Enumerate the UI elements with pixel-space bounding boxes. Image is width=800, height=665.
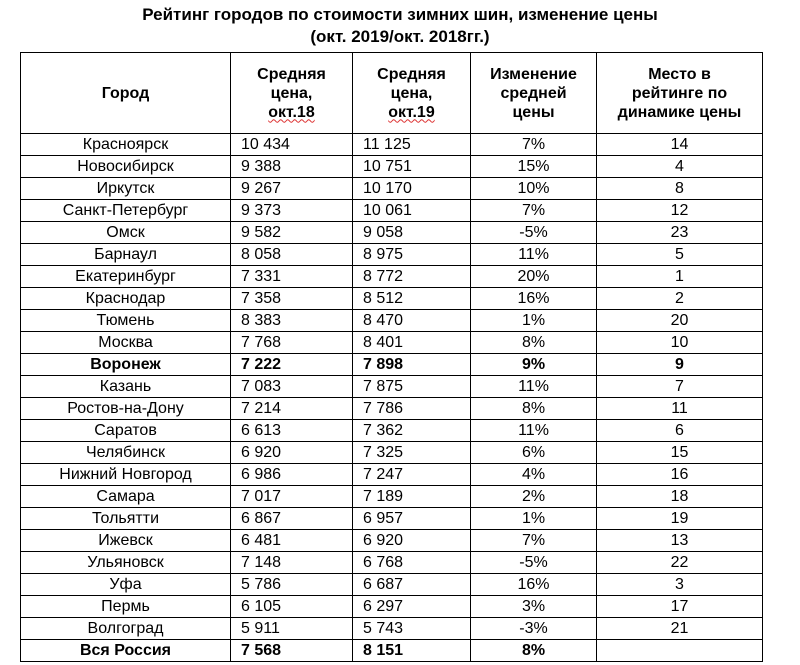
cell-price18: 5 911	[231, 618, 353, 640]
cell-price18: 7 331	[231, 266, 353, 288]
table-row	[21, 310, 763, 332]
cell-city: Ульяновск	[21, 552, 231, 574]
cell-city: Омск	[21, 222, 231, 244]
table-row	[21, 574, 763, 596]
cell-change: 16%	[471, 574, 597, 596]
cell-rank: 4	[597, 156, 763, 178]
cell-change: 11%	[471, 376, 597, 398]
cell-change: -3%	[471, 618, 597, 640]
cell-price19: 7 786	[353, 398, 471, 420]
cell-price18: 7 568	[231, 640, 353, 662]
table-row	[21, 530, 763, 552]
cell-price18: 5 786	[231, 574, 353, 596]
cell-price18: 7 768	[231, 332, 353, 354]
cell-city: Уфа	[21, 574, 231, 596]
table-row	[21, 354, 763, 376]
cell-change: 1%	[471, 310, 597, 332]
cell-city: Красноярск	[21, 134, 231, 156]
cell-price19: 9 058	[353, 222, 471, 244]
table-body	[21, 134, 763, 662]
cell-city: Новосибирск	[21, 156, 231, 178]
table-row	[21, 244, 763, 266]
cell-rank: 21	[597, 618, 763, 640]
cell-rank: 22	[597, 552, 763, 574]
cell-price19: 11 125	[353, 134, 471, 156]
table-row	[21, 486, 763, 508]
table-row	[21, 508, 763, 530]
cell-rank: 1	[597, 266, 763, 288]
cell-city: Вся Россия	[21, 640, 231, 662]
cell-rank: 23	[597, 222, 763, 244]
table-row	[21, 288, 763, 310]
cell-price18: 9 388	[231, 156, 353, 178]
cell-rank: 17	[597, 596, 763, 618]
header-price19-line: цена,	[390, 84, 433, 102]
header-price19-line: окт.19	[388, 103, 435, 121]
cell-city: Москва	[21, 332, 231, 354]
header-change-line: Изменение	[490, 65, 577, 83]
table-row	[21, 442, 763, 464]
cell-change: 7%	[471, 134, 597, 156]
cell-price18: 8 383	[231, 310, 353, 332]
cell-city: Тольятти	[21, 508, 231, 530]
header-row	[21, 53, 763, 134]
cell-price18: 7 214	[231, 398, 353, 420]
header-price18-line: цена,	[270, 84, 313, 102]
cell-city: Ростов-на-Дону	[21, 398, 231, 420]
cell-city: Челябинск	[21, 442, 231, 464]
cell-change: 15%	[471, 156, 597, 178]
cell-price18: 6 481	[231, 530, 353, 552]
cell-price19: 8 401	[353, 332, 471, 354]
cell-price18: 6 867	[231, 508, 353, 530]
cell-price19: 8 772	[353, 266, 471, 288]
cell-rank	[597, 640, 763, 662]
table-row	[21, 266, 763, 288]
table-row	[21, 596, 763, 618]
cell-rank: 20	[597, 310, 763, 332]
cell-change: 8%	[471, 640, 597, 662]
cell-change: 1%	[471, 508, 597, 530]
cell-rank: 2	[597, 288, 763, 310]
cell-change: -5%	[471, 552, 597, 574]
cell-change: -5%	[471, 222, 597, 244]
cell-price19: 8 975	[353, 244, 471, 266]
cell-price19: 10 061	[353, 200, 471, 222]
title-line-1: Рейтинг городов по стоимости зимних шин, изменение цены	[142, 5, 658, 24]
title-line-2: (окт. 2019/окт. 2018гг.)	[310, 27, 490, 46]
cell-price18: 7 083	[231, 376, 353, 398]
cell-price18: 6 986	[231, 464, 353, 486]
cell-price19: 7 325	[353, 442, 471, 464]
cell-change: 11%	[471, 244, 597, 266]
cell-price19: 10 751	[353, 156, 471, 178]
cell-price19: 6 768	[353, 552, 471, 574]
cell-change: 2%	[471, 486, 597, 508]
cell-price18: 7 148	[231, 552, 353, 574]
cell-rank: 16	[597, 464, 763, 486]
cell-city: Екатеринбург	[21, 266, 231, 288]
cell-price18: 6 920	[231, 442, 353, 464]
table-row	[21, 200, 763, 222]
cell-price19: 6 920	[353, 530, 471, 552]
header-change-line: цены	[512, 103, 555, 121]
table-row	[21, 178, 763, 200]
table-row	[21, 464, 763, 486]
cell-price18: 7 017	[231, 486, 353, 508]
cell-price19: 7 362	[353, 420, 471, 442]
cell-city: Пермь	[21, 596, 231, 618]
cell-rank: 13	[597, 530, 763, 552]
cell-change: 8%	[471, 332, 597, 354]
cell-change: 16%	[471, 288, 597, 310]
cell-rank: 11	[597, 398, 763, 420]
table-row	[21, 618, 763, 640]
cell-city: Краснодар	[21, 288, 231, 310]
cell-price18: 7 358	[231, 288, 353, 310]
cell-price19: 7 898	[353, 354, 471, 376]
cell-change: 7%	[471, 200, 597, 222]
table-row	[21, 420, 763, 442]
cell-price18: 9 373	[231, 200, 353, 222]
cell-city: Воронеж	[21, 354, 231, 376]
cell-city: Саратов	[21, 420, 231, 442]
cell-city: Самара	[21, 486, 231, 508]
cell-price19: 8 151	[353, 640, 471, 662]
cell-rank: 8	[597, 178, 763, 200]
cell-change: 9%	[471, 354, 597, 376]
cell-price19: 6 297	[353, 596, 471, 618]
cell-price19: 7 189	[353, 486, 471, 508]
ranking-table	[20, 52, 763, 662]
header-rank-line: Место в	[648, 65, 711, 83]
cell-rank: 9	[597, 354, 763, 376]
cell-city: Волгоград	[21, 618, 231, 640]
table-row	[21, 640, 763, 662]
cell-city: Ижевск	[21, 530, 231, 552]
header-change	[471, 53, 597, 134]
header-price19	[353, 53, 471, 134]
cell-price18: 9 582	[231, 222, 353, 244]
cell-price18: 9 267	[231, 178, 353, 200]
table-row	[21, 332, 763, 354]
cell-city: Барнаул	[21, 244, 231, 266]
cell-price19: 8 512	[353, 288, 471, 310]
cell-price18: 6 613	[231, 420, 353, 442]
cell-rank: 6	[597, 420, 763, 442]
cell-price19: 6 687	[353, 574, 471, 596]
cell-change: 10%	[471, 178, 597, 200]
cell-city: Иркутск	[21, 178, 231, 200]
cell-price18: 7 222	[231, 354, 353, 376]
cell-price19: 7 875	[353, 376, 471, 398]
cell-city: Нижний Новгород	[21, 464, 231, 486]
header-price18-line: Средняя	[257, 65, 326, 83]
table-row	[21, 376, 763, 398]
cell-city: Тюмень	[21, 310, 231, 332]
table-row	[21, 398, 763, 420]
cell-price18: 10 434	[231, 134, 353, 156]
cell-change: 11%	[471, 420, 597, 442]
cell-price18: 6 105	[231, 596, 353, 618]
document-title	[0, 0, 800, 48]
cell-change: 6%	[471, 442, 597, 464]
header-price18-line: окт.18	[268, 103, 315, 121]
cell-rank: 18	[597, 486, 763, 508]
header-rank	[597, 53, 763, 134]
cell-rank: 15	[597, 442, 763, 464]
table-row	[21, 222, 763, 244]
table-row	[21, 134, 763, 156]
cell-rank: 5	[597, 244, 763, 266]
cell-price19: 5 743	[353, 618, 471, 640]
cell-price19: 8 470	[353, 310, 471, 332]
header-rank-line: динамике цены	[617, 103, 742, 121]
cell-rank: 10	[597, 332, 763, 354]
cell-city: Казань	[21, 376, 231, 398]
cell-price18: 8 058	[231, 244, 353, 266]
header-city: Город	[21, 53, 231, 134]
header-price18	[231, 53, 353, 134]
cell-price19: 7 247	[353, 464, 471, 486]
cell-price19: 6 957	[353, 508, 471, 530]
cell-rank: 3	[597, 574, 763, 596]
cell-city: Санкт-Петербург	[21, 200, 231, 222]
cell-rank: 19	[597, 508, 763, 530]
cell-change: 7%	[471, 530, 597, 552]
cell-price19: 10 170	[353, 178, 471, 200]
header-rank-line: рейтинге по	[631, 84, 728, 102]
header-price19-line: Средняя	[377, 65, 446, 83]
table-row	[21, 156, 763, 178]
cell-rank: 7	[597, 376, 763, 398]
header-change-line: средней	[500, 84, 567, 102]
cell-change: 3%	[471, 596, 597, 618]
table-row	[21, 552, 763, 574]
cell-change: 4%	[471, 464, 597, 486]
cell-change: 8%	[471, 398, 597, 420]
cell-rank: 12	[597, 200, 763, 222]
cell-rank: 14	[597, 134, 763, 156]
cell-change: 20%	[471, 266, 597, 288]
